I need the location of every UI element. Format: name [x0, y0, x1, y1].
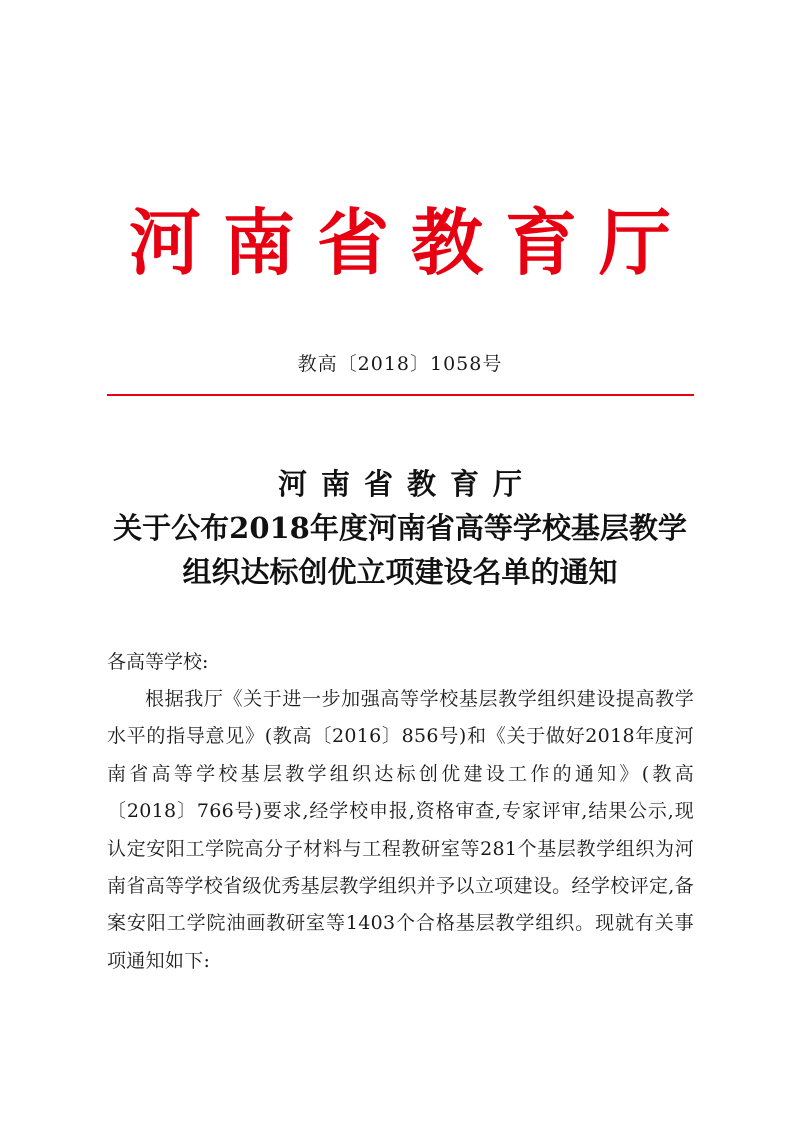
document-title — [0, 462, 800, 594]
agency-masthead: 河南省教育厅 — [128, 201, 693, 285]
title-line-1: 河南省教育厅 — [277, 467, 536, 501]
salutation: 各高等学校: — [107, 651, 209, 673]
title-line-3: 组织达标创优立项建设名单的通知 — [182, 555, 618, 589]
title-line-2: 关于公布2018年度河南省高等学校基层教学 — [113, 511, 687, 545]
document-number: 教高〔2018〕1058号 — [297, 353, 503, 375]
body-paragraph: 根据我厅《关于进一步加强高等学校基层教学组织建设提高教学水平的指导意见》(教高〔2016〕856号)和《关于做好2018年度河南省高等学校基层教学组织达标创优建设工作的通知》(教高〔2018〕766号)要求,经学校申报,资格审查,专家评审,结果公示,现认定安阳工学院高分子材料与工程教研室等281个基层教学组织为河南省高等学校省级优秀基层教学组织并予以立项建设。经学校评定,备案安阳工学院油画教研室等1403个合格基层教学组织。现就有关事项通知如下: — [107, 688, 694, 972]
red-divider-line — [107, 394, 694, 396]
